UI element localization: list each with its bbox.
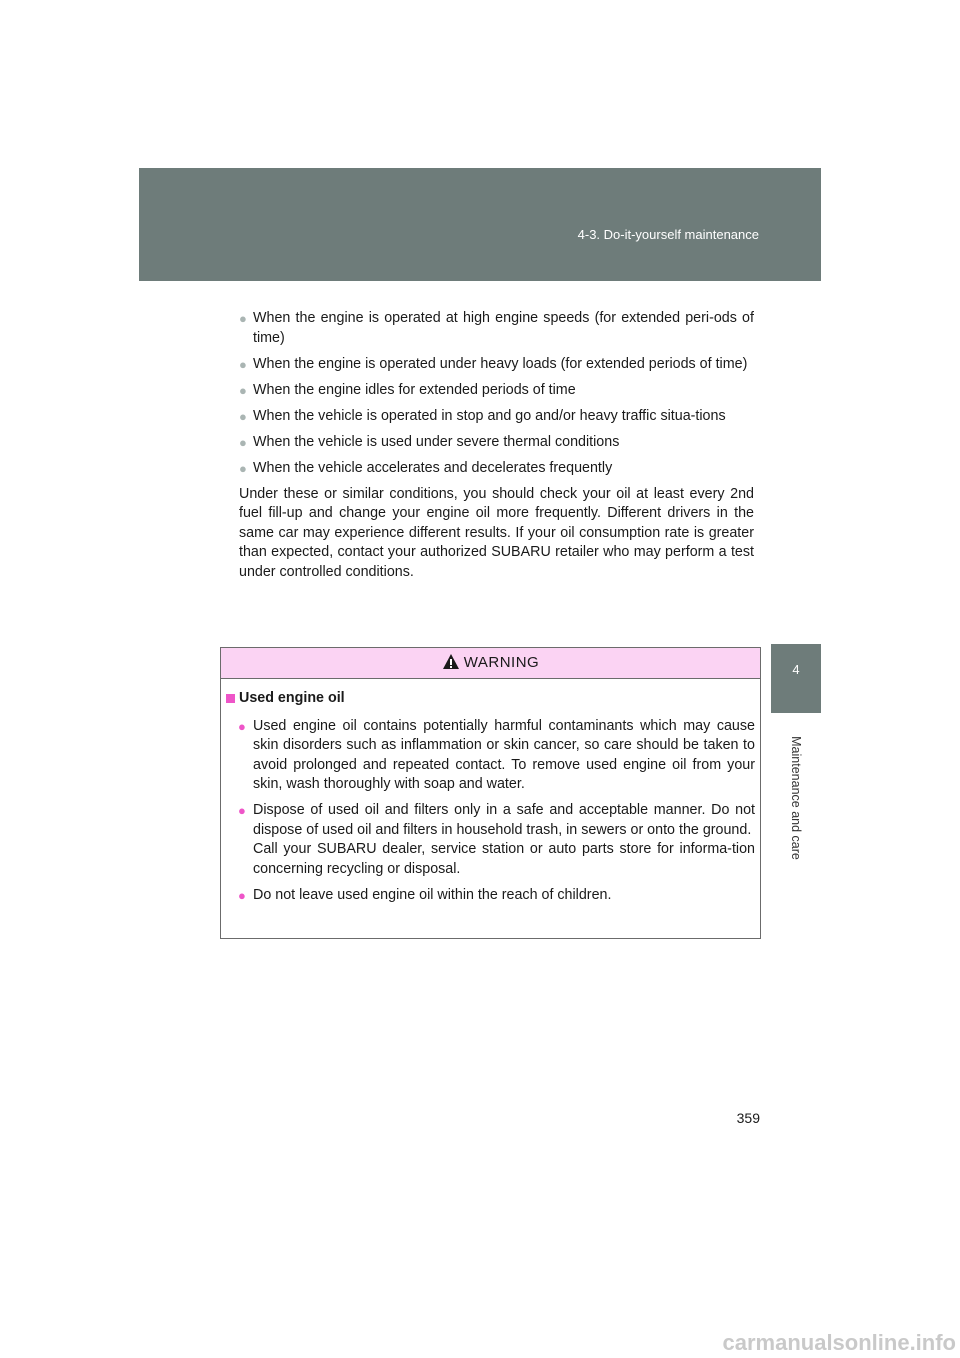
bullet-icon: ● [239,408,247,424]
warning-item [226,717,755,795]
list-item-text: When the vehicle is operated in stop and go and/or heavy traffic situa-tions [253,407,726,424]
bullet-icon: ● [239,382,247,398]
warning-item-text: Used engine oil contains potentially harmful contaminants which may cause skin disorders such as inflammation or skin cancer, so care should be taken to avoid prolonged and repeated contact. To remove used engine oil from your skin, wash thoroughly with soap and water. [253,717,755,792]
warning-item-text: Dispose of used oil and filters only in a safe and acceptable manner. Do not dispose of used oil and filters in household trash, in sewers or onto the ground. [253,802,755,838]
list-item [239,433,754,453]
bullet-icon: ● [238,887,246,903]
list-item-text: When the vehicle accelerates and decelerates frequently [253,459,613,476]
chapter-label: Maintenance and care [789,736,803,860]
warning-triangle-icon [442,653,460,674]
bullet-icon: ● [239,356,247,372]
list-item-text: When the engine idles for extended periods of time [253,381,576,398]
warning-header [221,648,760,679]
list-item-text: When the engine is operated under heavy loads (for extended periods of time) [253,355,748,372]
warning-item-text: Do not leave used engine oil within the reach of children. [253,886,612,903]
warning-subhead [226,689,755,709]
list-item [239,407,754,427]
bullet-icon: ● [238,718,246,734]
list-item [239,459,754,479]
bullet-icon: ● [238,803,246,818]
section-title: 4-3. Do-it-yourself maintenance [577,227,759,242]
list-item-text: When the vehicle is used under severe thermal conditions [253,433,620,450]
warning-title: WARNING [463,654,540,671]
chapter-tab [771,644,821,713]
bullet-icon: ● [239,434,247,450]
body-paragraph: Under these or similar conditions, you should check your oil at least every 2nd fuel fill-up and change your engine oil more frequently. Different drivers in the same car may experience different results. If your oil consumption rate is greater than expected, contact your authorized SUBARU retailer who may perform a test under controlled conditions. [239,485,754,580]
warning-subhead-text: Used engine oil [239,690,345,706]
chapter-header-band [139,168,821,281]
main-content [239,309,754,596]
bullet-icon: ● [239,311,247,326]
warning-item-text-continued: Call your SUBARU dealer, service station or auto parts store for informa-tion concerning recycling or disposal. [253,841,755,877]
warning-box [220,647,761,939]
list-item-text: When the engine is operated at high engine speeds (for extended peri-ods of time) [253,310,754,346]
list-item [239,381,754,401]
square-bullet-icon [226,694,235,703]
chapter-side-label [771,713,821,883]
list-item [239,355,754,375]
list-item [239,309,754,348]
bullet-icon: ● [239,460,247,476]
watermark: carmanualsonline.info [722,1330,956,1355]
warning-body [226,689,755,912]
chapter-number: 4 [792,662,800,677]
page-number: 359 [736,1110,760,1126]
warning-item [226,886,755,906]
warning-item [226,801,755,879]
